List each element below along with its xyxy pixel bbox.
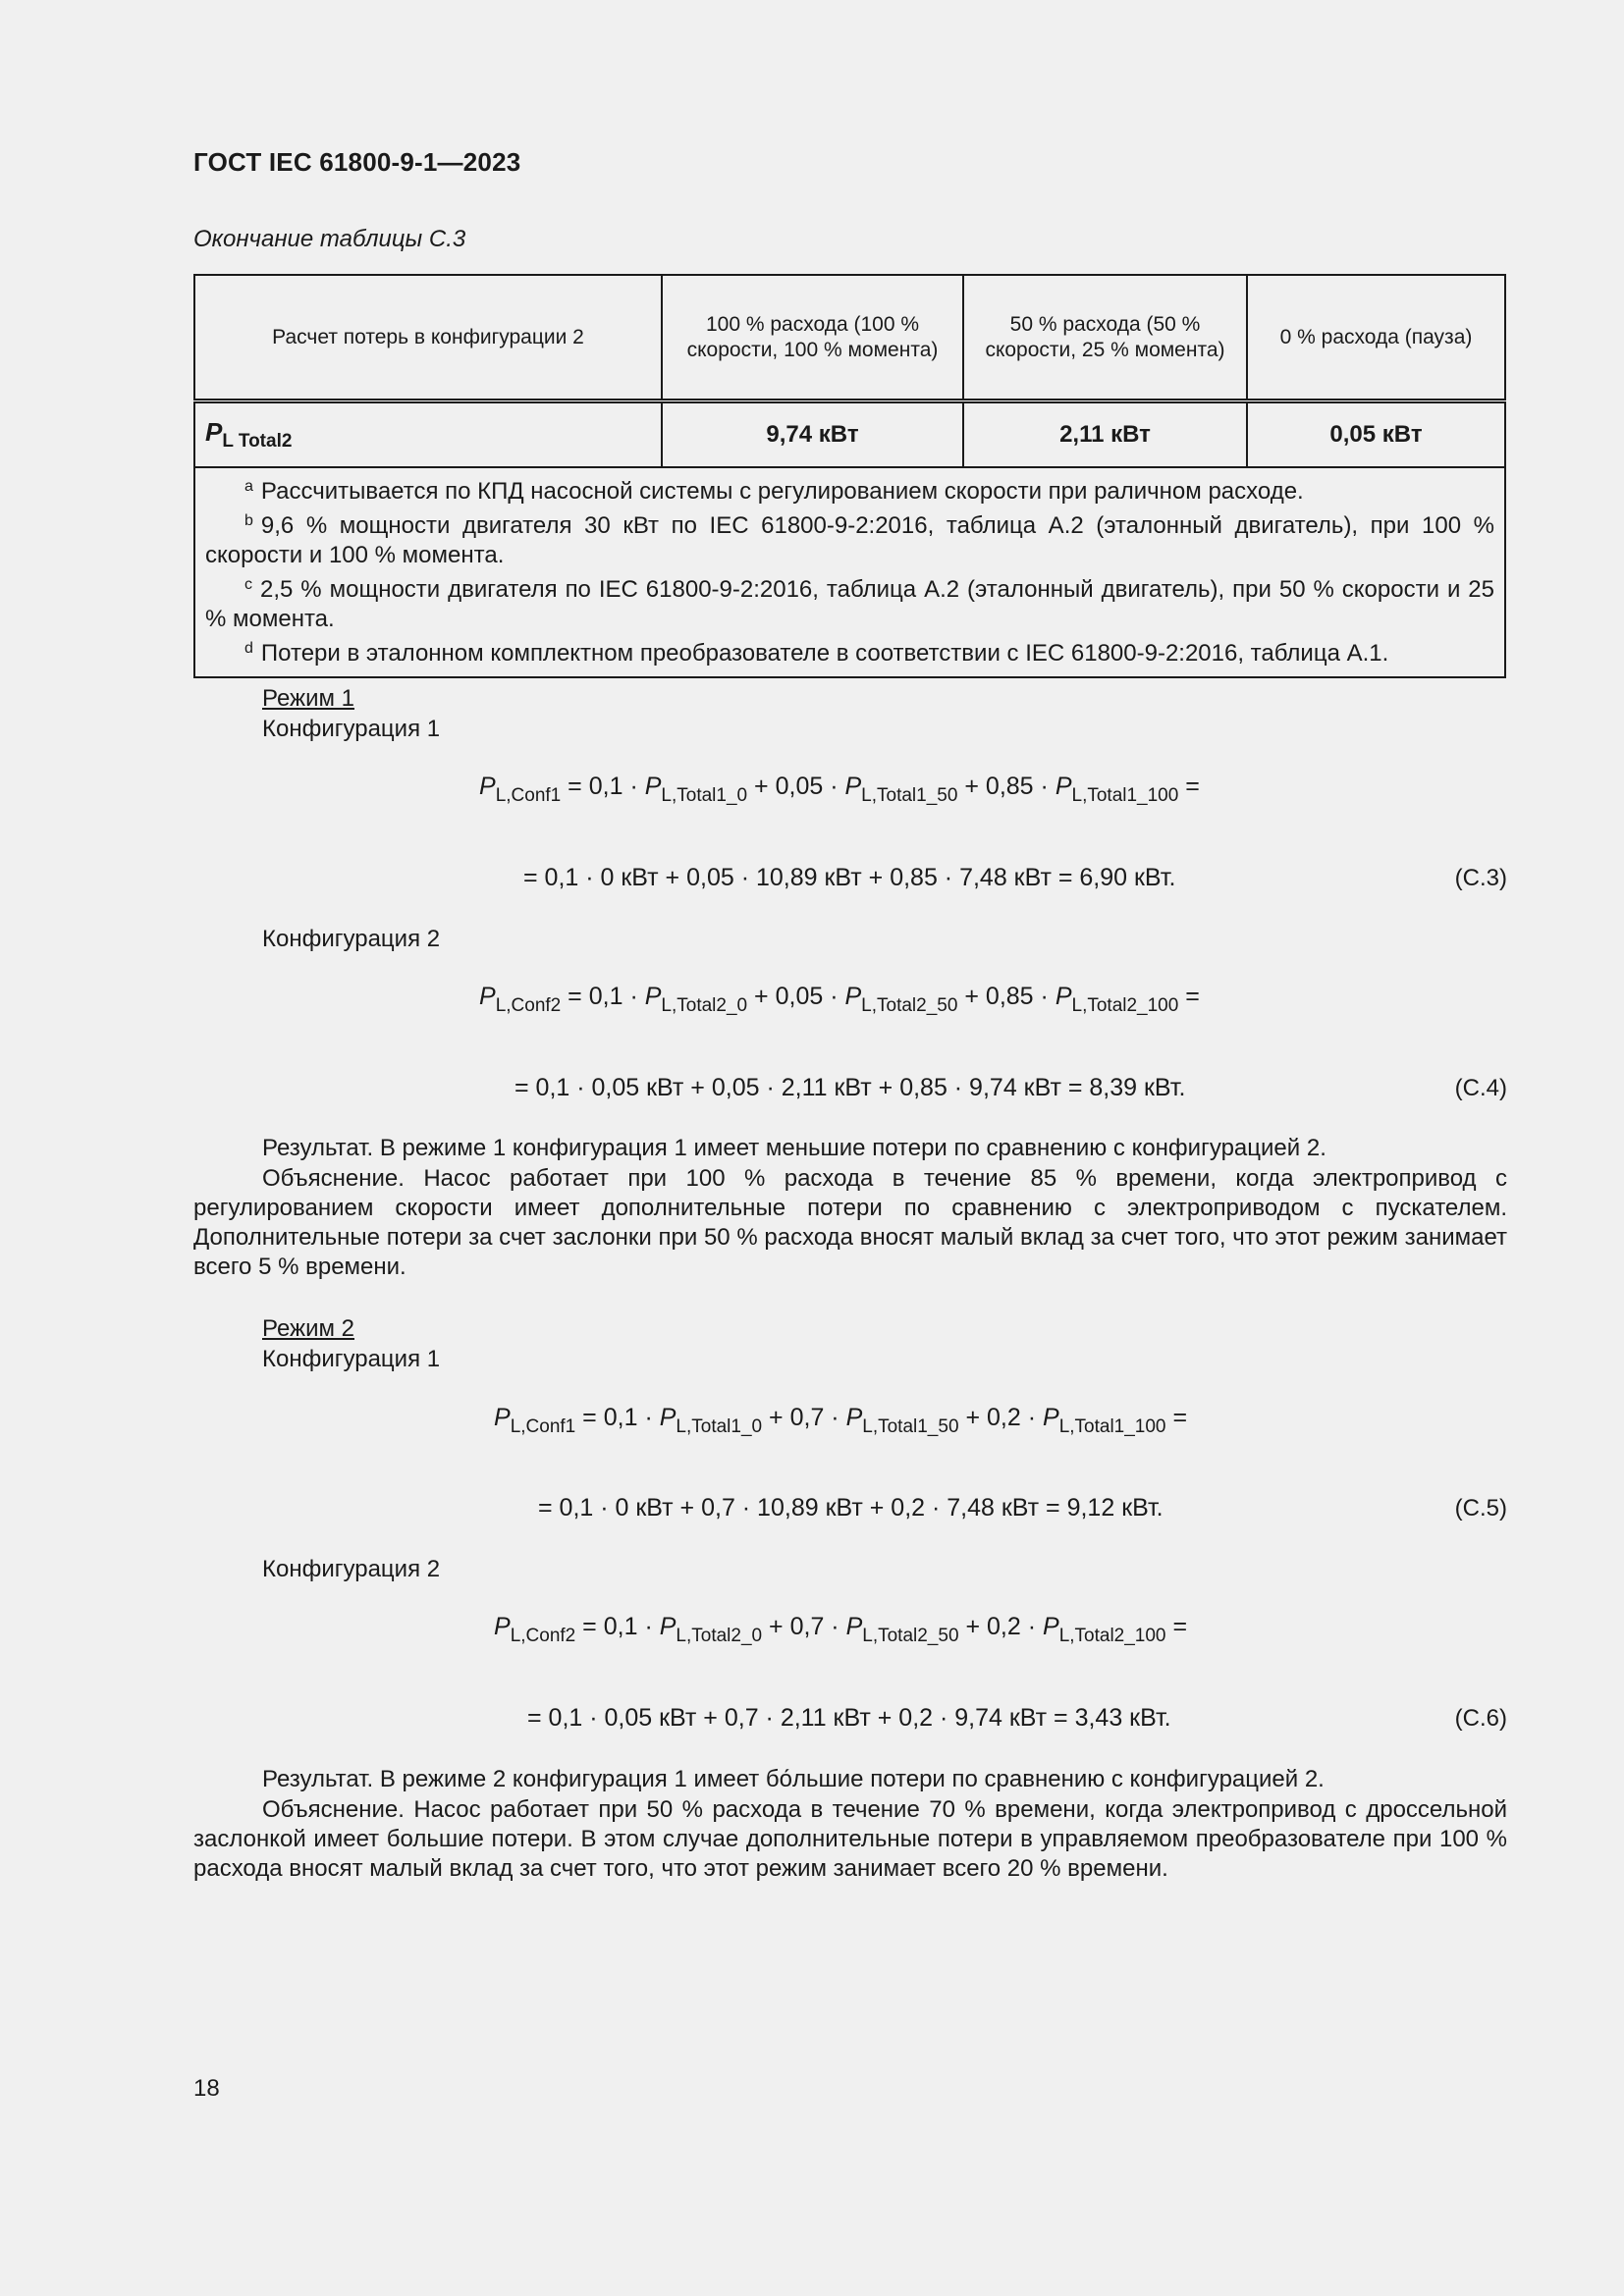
losses-table — [193, 274, 1506, 678]
equation-number: (С.3) — [1454, 865, 1507, 891]
value-cell: 9,74 кВт — [662, 401, 963, 468]
footnote: $^d$ Потери в эталонном комплектном преобразователе в соответствии с IEC 61800-9-2:2016, таблица А.1. — [244, 640, 1389, 667]
mode2-result: Результат. В режиме 2 конфигурация 1 имеет бо́льшие потери по сравнению с конфигурацией 2. — [262, 1766, 1325, 1792]
mode1-conf2-label: Конфигурация 2 — [262, 926, 441, 952]
value-cell: 2,11 кВт — [963, 401, 1247, 468]
table-caption: Окончание таблицы С.3 — [193, 226, 466, 252]
document-header: ГОСТ IEC 61800-9-1—2023 — [193, 147, 521, 177]
formula-mode1-conf2-result: = 0,1 · 0,05 кВт + 0,05 · 2,11 кВт + 0,85 · 9,74 кВт = 8,39 кВт. — [514, 1074, 1186, 1101]
formula-mode1-conf1: $P_{L,Conf1} = 0,1 \cdot P_{L,Total1\_0} + 0,05 \cdot P_{L,Total1\_50} + 0,85 \cdot P_{L,Total1\_100}$ = — [479, 773, 1200, 806]
mode1-result: Результат. В режиме 1 конфигурация 1 имеет меньшие потери по сравнению с конфигурацией 2. — [262, 1135, 1326, 1161]
row-label: $P_{L Total2}$ — [194, 401, 662, 468]
footnote: $^a$ Рассчитывается по КПД насосной системы с регулированием скорости при раличном расходе. — [244, 478, 1304, 505]
formula-mode2-conf2-result: = 0,1 · 0,05 кВт + 0,7 · 2,11 кВт + 0,2 · 9,74 кВт = 3,43 кВт. — [527, 1704, 1171, 1732]
header-cell: Расчет потерь в конфигурации 2 — [194, 275, 662, 401]
header-cell: 0 % расхода (пауза) — [1247, 275, 1505, 401]
mode1-title: Режим 1 — [262, 685, 355, 712]
page-number: 18 — [193, 2075, 220, 2102]
equation-number: (С.4) — [1454, 1075, 1507, 1101]
mode1-conf1-label: Конфигурация 1 — [262, 716, 441, 742]
header-cell: 100 % расхода (100 % скорости, 100 % момента) — [662, 275, 963, 401]
formula-mode2-conf1: $P_{L,Conf1} = 0,1 \cdot P_{L,Total1\_0} + 0,7 \cdot P_{L,Total1\_50} + 0,2 \cdot P_{L,Total1\_100}$ = — [494, 1404, 1188, 1437]
table-row — [194, 401, 1505, 468]
mode2-conf1-label: Конфигурация 1 — [262, 1346, 441, 1372]
mode2-explanation: Объяснение. Насос работает при 50 % расхода в течение 70 % времени, когда электропривод с дроссельной заслонкой имеет большие потери. В этом случае дополнительные потери в управляемом преобразователе при 100 % расхода вносят малый вклад за счет того, что этот режим занимает всего 20 % времени. — [193, 1796, 1507, 1882]
header-cell: 50 % расхода (50 % скорости, 25 % момента) — [963, 275, 1247, 401]
mode1-explanation: Объяснение. Насос работает при 100 % расхода в течение 85 % времени, когда электропривод с регулированием скорости имеет дополнительные потери по сравнению с электроприводом с пускателем. Дополнительные потери за счет заслонки при 50 % расхода вносят малый вклад за счет того, что этот режим занимает всего 5 % времени. — [193, 1165, 1507, 1280]
value-cell: 0,05 кВт — [1247, 401, 1505, 468]
formula-mode2-conf1-result: = 0,1 · 0 кВт + 0,7 · 10,89 кВт + 0,2 · 7,48 кВт = 9,12 кВт. — [538, 1494, 1164, 1522]
mode2-title: Режим 2 — [262, 1315, 355, 1342]
equation-number: (С.5) — [1454, 1495, 1507, 1522]
table-notes-row — [194, 467, 1505, 677]
table-header-row — [194, 275, 1505, 401]
formula-mode1-conf2: $P_{L,Conf2} = 0,1 \cdot P_{L,Total2\_0} + 0,05 \cdot P_{L,Total2\_50} + 0,85 \cdot P_{L,Total2\_100}$ = — [479, 983, 1200, 1016]
equation-number: (С.6) — [1454, 1705, 1507, 1732]
formula-mode2-conf2: $P_{L,Conf2} = 0,1 \cdot P_{L,Total2\_0} + 0,7 \cdot P_{L,Total2\_50} + 0,2 \cdot P_{L,Total2\_100}$ = — [494, 1613, 1188, 1646]
formula-mode1-conf1-result: = 0,1 · 0 кВт + 0,05 · 10,89 кВт + 0,85 · 7,48 кВт = 6,90 кВт. — [523, 864, 1176, 891]
footnote: $^b$ 9,6 % мощности двигателя 30 кВт по IEC 61800-9-2:2016, таблица А.2 (эталонный двигатель), при 100 % скорости и 100 % момента. — [205, 512, 1494, 568]
footnote: $^c$ 2,5 % мощности двигателя по IEC 61800-9-2:2016, таблица А.2 (эталонный двигатель), при 50 % скорости и 25 % момента. — [205, 576, 1494, 632]
table-notes — [194, 467, 1505, 677]
mode2-conf2-label: Конфигурация 2 — [262, 1556, 441, 1582]
